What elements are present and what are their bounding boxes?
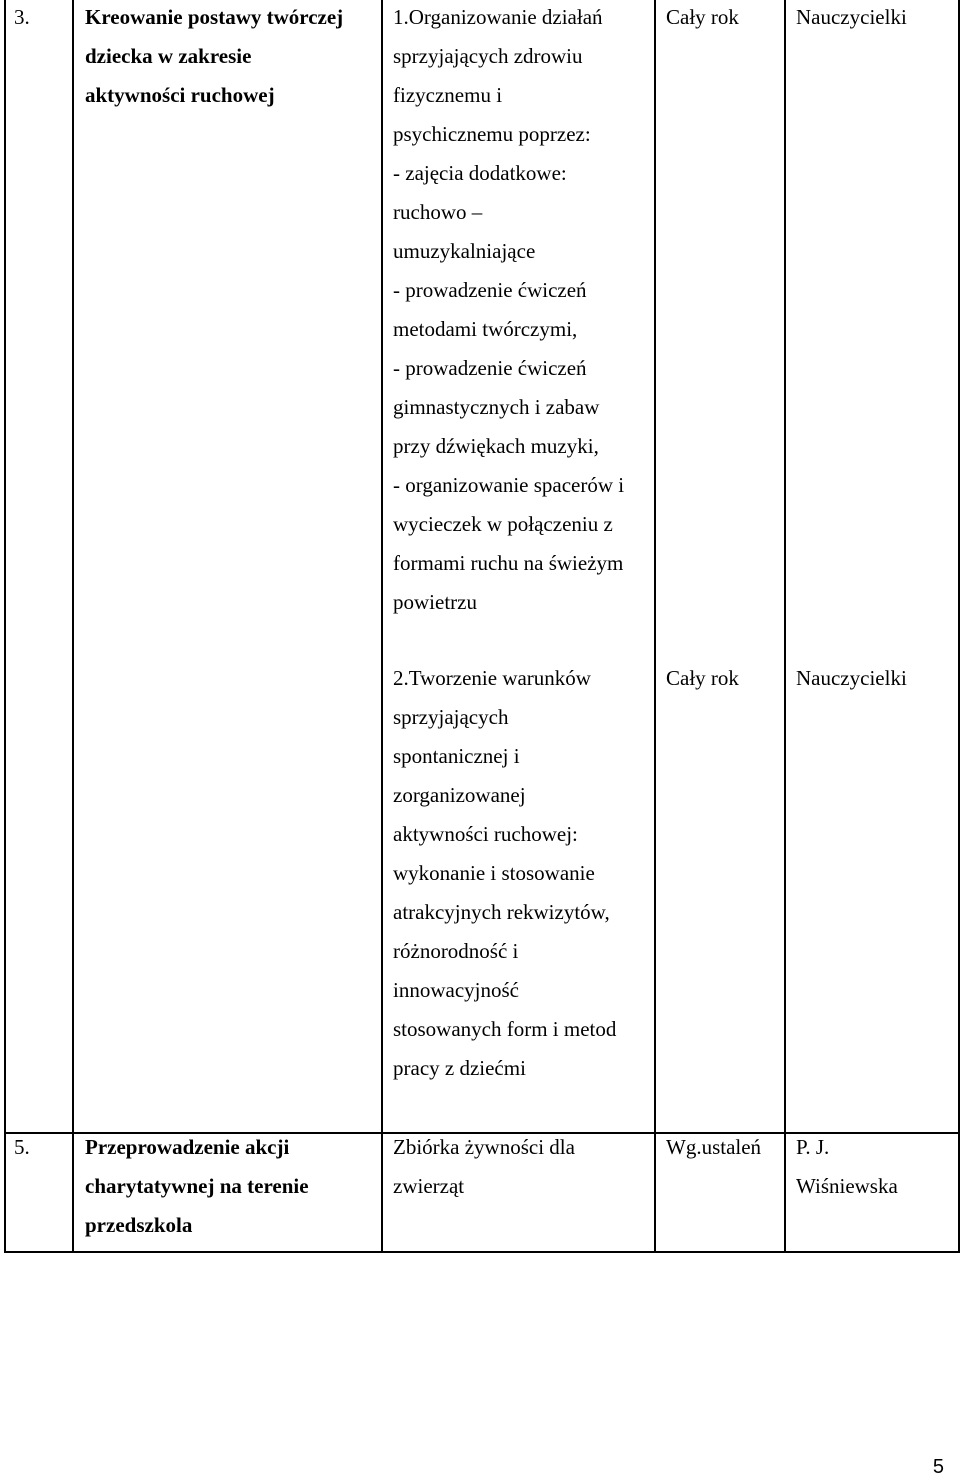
table-col-divider-2 bbox=[381, 0, 383, 1253]
row-number: 5. bbox=[14, 1135, 30, 1159]
row-number: 3. bbox=[14, 5, 30, 29]
action-responsible: Nauczycielki bbox=[796, 666, 907, 690]
page-number: 5 bbox=[932, 1456, 944, 1478]
table-col-divider-1 bbox=[72, 0, 74, 1253]
table-border-bottom bbox=[4, 1251, 960, 1253]
action-responsible: Nauczycielki bbox=[796, 5, 907, 29]
action-term: Wg.ustaleń bbox=[666, 1135, 762, 1159]
table-col-divider-3 bbox=[654, 0, 656, 1253]
action-term: Cały rok bbox=[666, 666, 739, 690]
action-description: 1.Organizowanie działań sprzyjających zdrowiu fizycznemu i psychicznemu poprzez: - zajęcia dodatkowe: ruchowo – umuzykalniające - prowadzenie ćwiczeń metodami twórczymi, - prowadzenie ćwiczeń gimnastycznych i zabaw przy dźwiękach muzyki, - organizowanie spacerów i wycieczek w połączeniu z formami ruchu na świeżym powietrzu bbox=[393, 5, 625, 614]
action-term: Cały rok bbox=[666, 5, 739, 29]
action-description: 2.Tworzenie warunków sprzyjających spontanicznej i zorganizowanej aktywności ruchowej: wykonanie i stosowanie atrakcyjnych rekwizytów, różnorodność i innowacyjność stosowanych form i metod pracy z dziećmi bbox=[393, 666, 617, 1080]
table-col-divider-4 bbox=[784, 0, 786, 1253]
action-description: Zbiórka żywności dla zwierząt bbox=[393, 1135, 575, 1198]
task-title: Kreowanie postawy twórczej dziecka w zakresie aktywności ruchowej bbox=[85, 5, 344, 107]
task-title: Przeprowadzenie akcji charytatywnej na terenie przedszkola bbox=[85, 1135, 309, 1237]
action-responsible: P. J. Wiśniewska bbox=[796, 1135, 898, 1198]
table-border-left bbox=[4, 0, 6, 1253]
